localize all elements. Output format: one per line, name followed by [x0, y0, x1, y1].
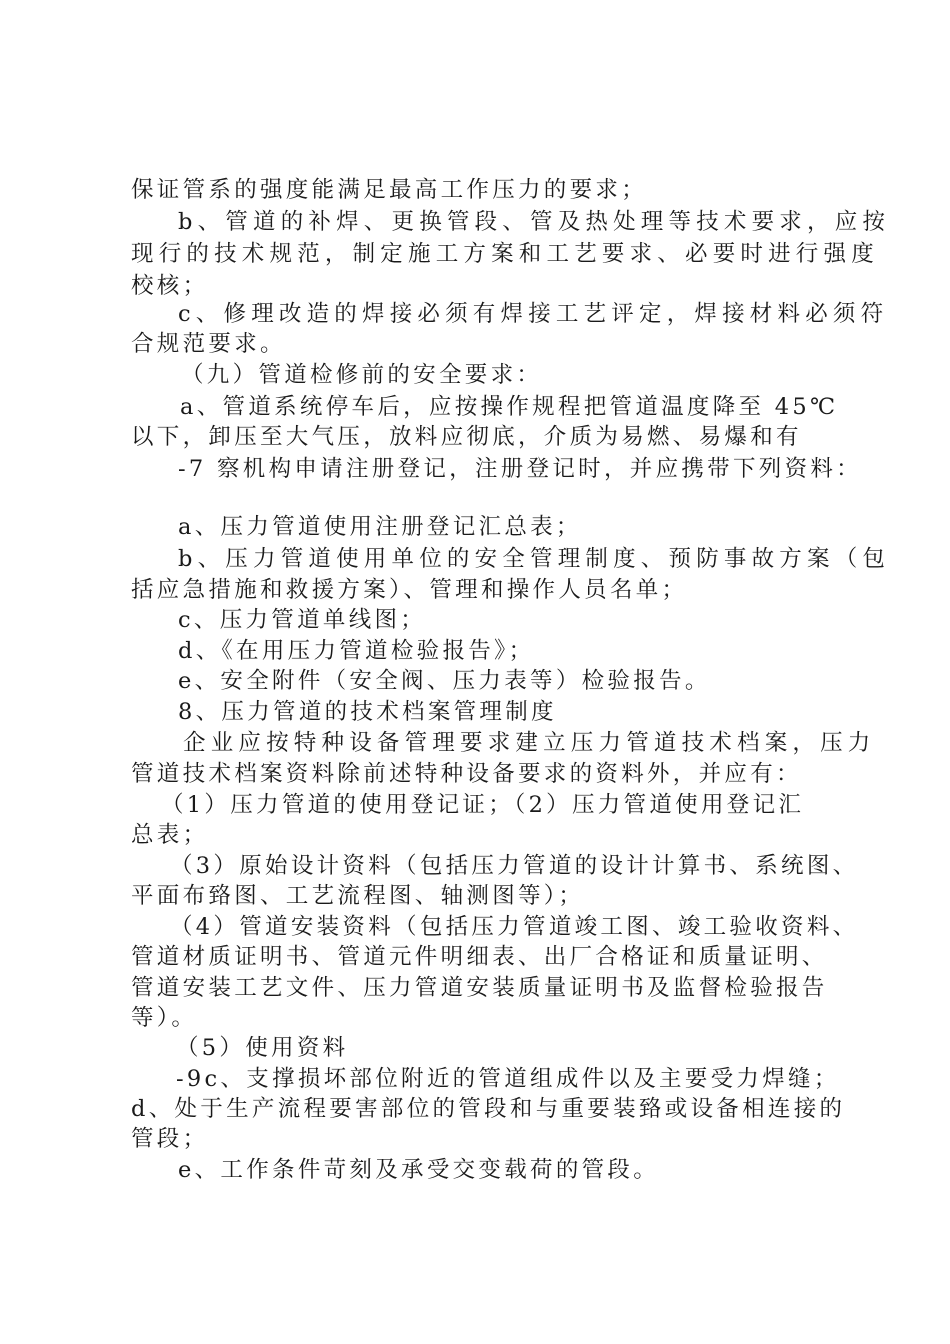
text-line: -9c、支撑损坏部位附近的管道组成件以及主要受力焊缝；	[176, 1066, 840, 1092]
text-line: 管段；	[131, 1126, 209, 1152]
text-line: c、压力管道单线图；	[178, 607, 427, 633]
text-line: d、《在用压力管道检验报告》；	[178, 638, 535, 664]
text-line: 以下，卸压至大气压，放料应彻底，介质为易燃、易爆和有	[131, 424, 802, 450]
text-line: 管道安装工艺文件、压力管道安装质量证明书及监督检验报告	[131, 975, 828, 1001]
text-line: 8、压力管道的技术档案管理制度	[178, 699, 557, 725]
text-line: -7 察机构申请注册登记，注册登记时，并应携带下列资料：	[178, 456, 862, 482]
text-line: 平面布臵图、工艺流程图、轴测图等）；	[131, 883, 585, 909]
text-line: 括应急措施和救援方案）、管理和操作人员名单；	[131, 577, 688, 603]
text-line: b、压力管道使用单位的安全管理制度、预防事故方案（包	[178, 546, 891, 572]
text-line: （4）管道安装资料（包括压力管道竣工图、竣工验收资料、	[170, 914, 859, 940]
text-line: a、压力管道使用注册登记汇总表；	[178, 514, 582, 540]
text-line: a、管道系统停车后，应按操作规程把管道温度降至 45℃	[180, 394, 839, 420]
text-line: （1）压力管道的使用登记证；（2）压力管道使用登记汇	[161, 792, 805, 818]
text-line: 管道材质证明书、管道元件明细表、出厂合格证和质量证明、	[131, 944, 828, 970]
text-line: 合规范要求。	[131, 331, 286, 357]
text-line: 管道技术档案资料除前述特种设备要求的资料外，并应有：	[131, 761, 802, 787]
text-line: 总表；	[131, 822, 209, 848]
text-line: （九）管道检修前的安全要求：	[181, 362, 543, 388]
text-line: 保证管系的强度能满足最高工作压力的要求；	[131, 177, 648, 203]
text-line: 现行的技术规范，制定施工方案和工艺要求、必要时进行强度	[131, 241, 879, 267]
text-line: 等）。	[131, 1005, 198, 1031]
text-line: b、管道的补焊、更换管段、管及热处理等技术要求，应按	[178, 209, 891, 235]
text-line: c、修理改造的焊接必须有焊接工艺评定，焊接材料必须符	[178, 301, 889, 327]
text-line: e、工作条件苛刻及承受交变载荷的管段。	[178, 1157, 660, 1183]
text-line: e、安全附件（安全阀、压力表等）检验报告。	[178, 668, 711, 694]
text-line: d、处于生产流程要害部位的管段和与重要装臵或设备相连接的	[131, 1096, 846, 1122]
text-line: （3）原始设计资料（包括压力管道的设计计算书、系统图、	[170, 853, 859, 879]
text-line: （5）使用资料	[176, 1035, 349, 1061]
text-line: 企业应按特种设备管理要求建立压力管道技术档案，压力	[183, 730, 876, 756]
text-line: 校核；	[131, 273, 209, 299]
